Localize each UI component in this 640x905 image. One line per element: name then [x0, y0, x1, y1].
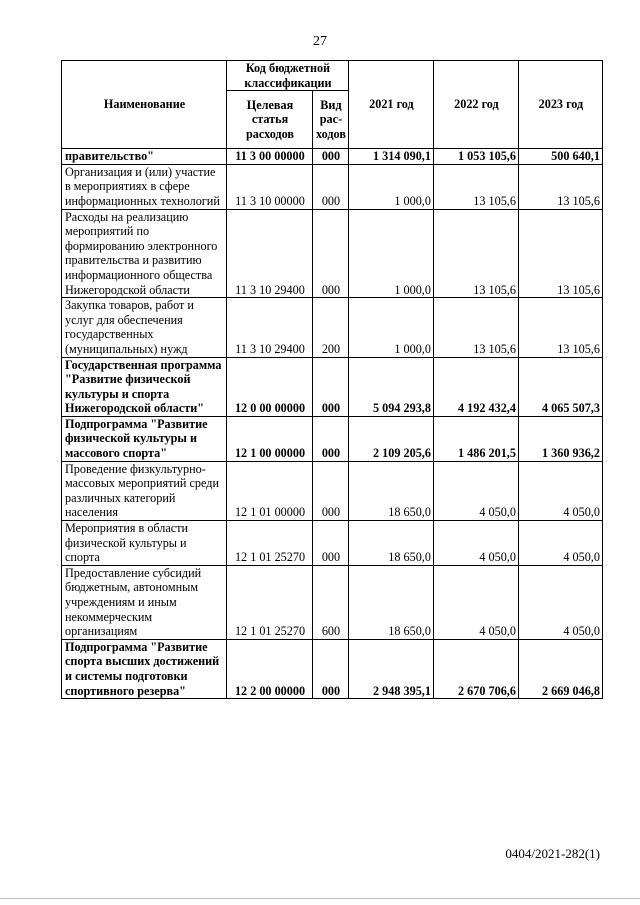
row-2021-cell: 18 650,0	[348, 565, 433, 639]
row-target-cell: 12 2 00 00000	[227, 639, 313, 698]
row-2023-cell: 13 105,6	[518, 164, 602, 209]
table-row	[62, 565, 603, 639]
row-kind-cell: 200	[313, 298, 349, 357]
row-2023-cell: 13 105,6	[518, 209, 602, 298]
row-target-cell: 11 3 10 29400	[227, 298, 313, 357]
row-2023-cell: 4 065 507,3	[518, 357, 602, 416]
row-2022-cell: 4 192 432,4	[433, 357, 518, 416]
row-target-cell: 12 1 01 25270	[227, 565, 313, 639]
row-kind-cell: 000	[313, 209, 349, 298]
row-kind-cell: 000	[313, 521, 349, 566]
row-name-cell: Государственная программа "Развитие физической культуры и спорта Нижегородской области"	[62, 357, 227, 416]
row-name-cell: Предоставление субсидий бюджетным, автономным учреждениям и иным некоммерческим организациям	[62, 565, 227, 639]
row-2023-cell: 2 669 046,8	[518, 639, 602, 698]
table-row	[62, 416, 603, 461]
row-2023-cell: 4 050,0	[518, 521, 602, 566]
table-row	[62, 639, 603, 698]
row-name-cell: Мероприятия в области физической культуры и спорта	[62, 521, 227, 566]
row-name-cell: Организация и (или) участие в мероприятиях в сфере информационных технологий	[62, 164, 227, 209]
row-name-cell: правительство"	[62, 149, 227, 165]
header-2022: 2022 год	[433, 61, 518, 149]
header-target: Целевая статья расходов	[227, 91, 313, 149]
row-kind-cell: 000	[313, 639, 349, 698]
row-target-cell: 12 1 01 00000	[227, 461, 313, 520]
table-row	[62, 164, 603, 209]
row-kind-cell: 000	[313, 149, 349, 165]
row-2023-cell: 1 360 936,2	[518, 416, 602, 461]
row-2021-cell: 1 000,0	[348, 298, 433, 357]
table-row	[62, 149, 603, 165]
header-code-group: Код бюджетной классификации	[227, 61, 349, 91]
row-2022-cell: 4 050,0	[433, 521, 518, 566]
row-target-cell: 12 0 00 00000	[227, 357, 313, 416]
row-target-cell: 12 1 00 00000	[227, 416, 313, 461]
row-name-cell: Проведение физкультурно-массовых мероприятий среди различных категорий населения	[62, 461, 227, 520]
row-2021-cell: 1 314 090,1	[348, 149, 433, 165]
row-kind-cell: 600	[313, 565, 349, 639]
page-bottom-line	[0, 898, 640, 899]
row-2022-cell: 4 050,0	[433, 565, 518, 639]
header-kind: Вид рас-ходов	[313, 91, 349, 149]
row-2023-cell: 13 105,6	[518, 298, 602, 357]
table-row	[62, 357, 603, 416]
row-2023-cell: 4 050,0	[518, 565, 602, 639]
row-2021-cell: 5 094 293,8	[348, 357, 433, 416]
table-row	[62, 298, 603, 357]
row-name-cell: Расходы на реализацию мероприятий по формированию электронного правительства и развитию информационного общества Нижегородской области	[62, 209, 227, 298]
header-2023: 2023 год	[518, 61, 602, 149]
row-2022-cell: 1 053 105,6	[433, 149, 518, 165]
table-row	[62, 461, 603, 520]
row-target-cell: 11 3 00 00000	[227, 149, 313, 165]
row-kind-cell: 000	[313, 357, 349, 416]
row-2022-cell: 1 486 201,5	[433, 416, 518, 461]
row-2021-cell: 2 948 395,1	[348, 639, 433, 698]
row-target-cell: 11 3 10 29400	[227, 209, 313, 298]
row-2022-cell: 13 105,6	[433, 298, 518, 357]
header-name: Наименование	[62, 61, 227, 149]
row-name-cell: Подпрограмма "Развитие физической культуры и массового спорта"	[62, 416, 227, 461]
row-kind-cell: 000	[313, 164, 349, 209]
row-2023-cell: 4 050,0	[518, 461, 602, 520]
table-row	[62, 521, 603, 566]
row-kind-cell: 000	[313, 416, 349, 461]
row-name-cell: Подпрограмма "Развитие спорта высших достижений и системы подготовки спортивного резерва"	[62, 639, 227, 698]
row-2021-cell: 2 109 205,6	[348, 416, 433, 461]
row-2022-cell: 4 050,0	[433, 461, 518, 520]
page-number: 27	[313, 34, 327, 49]
row-2021-cell: 1 000,0	[348, 209, 433, 298]
row-name-cell: Закупка товаров, работ и услуг для обеспечения государственных (муниципальных) нужд	[62, 298, 227, 357]
row-2022-cell: 2 670 706,6	[433, 639, 518, 698]
row-kind-cell: 000	[313, 461, 349, 520]
header-2021: 2021 год	[348, 61, 433, 149]
table-row	[62, 209, 603, 298]
row-2023-cell: 500 640,1	[518, 149, 602, 165]
row-2021-cell: 1 000,0	[348, 164, 433, 209]
document-code: 0404/2021-282(1)	[505, 846, 600, 861]
row-2022-cell: 13 105,6	[433, 209, 518, 298]
row-2021-cell: 18 650,0	[348, 461, 433, 520]
row-2022-cell: 13 105,6	[433, 164, 518, 209]
row-target-cell: 11 3 10 00000	[227, 164, 313, 209]
row-target-cell: 12 1 01 25270	[227, 521, 313, 566]
budget-table	[61, 60, 603, 699]
row-2021-cell: 18 650,0	[348, 521, 433, 566]
